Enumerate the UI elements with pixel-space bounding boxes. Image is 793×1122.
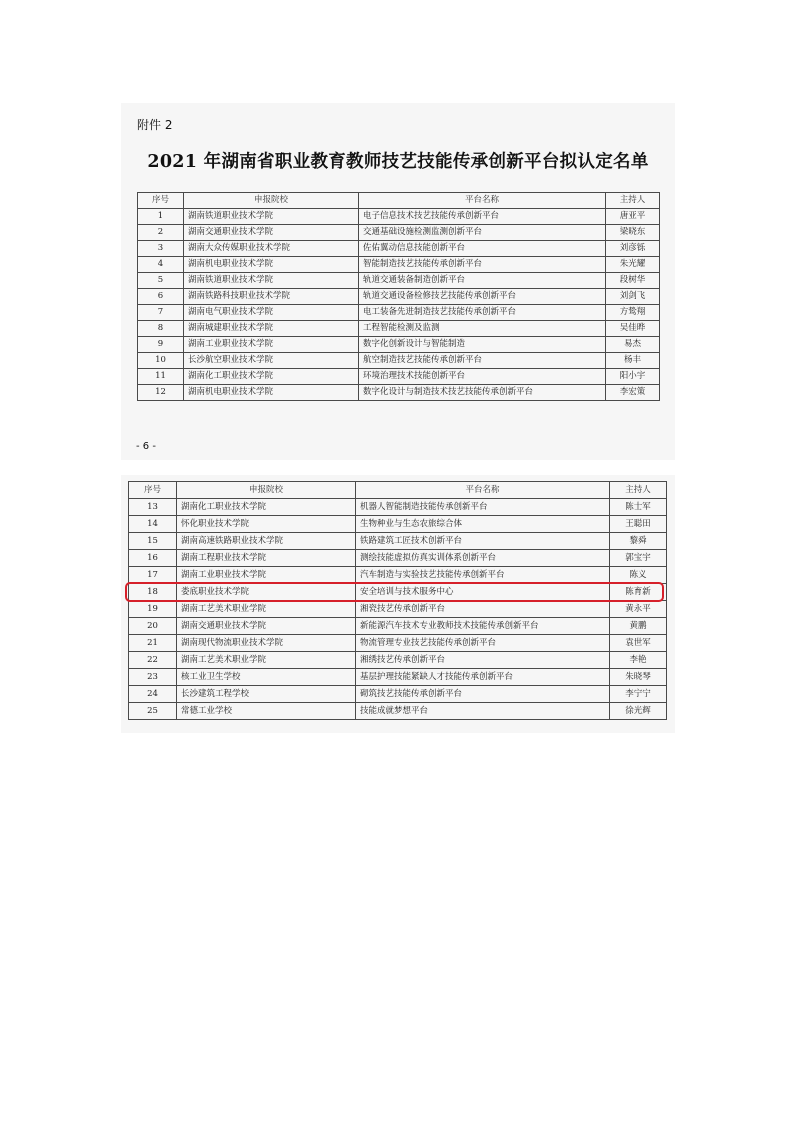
- table-row: [138, 369, 660, 385]
- table-row: [138, 321, 660, 337]
- table-row: [138, 289, 660, 305]
- table-row: [129, 516, 667, 533]
- platform-name: 智能制造技艺技能传承创新平台: [359, 257, 606, 273]
- platform-name: 新能源汽车技术专业教师技术技能传承创新平台: [356, 618, 610, 635]
- host-name: 唐亚平: [606, 209, 660, 225]
- school-name: 湖南交通职业技术学院: [184, 225, 359, 241]
- platform-name: 数字化创新设计与智能制造: [359, 337, 606, 353]
- row-number: 6: [138, 289, 184, 305]
- host-name: 易杰: [606, 337, 660, 353]
- table-row: [129, 635, 667, 652]
- platform-name: 测绘技能虚拟仿真实训体系创新平台: [356, 550, 610, 567]
- platform-name: 安全培训与技术服务中心: [356, 584, 610, 601]
- row-number: 12: [138, 385, 184, 401]
- row-number: 17: [129, 567, 177, 584]
- school-name: 湖南铁路科技职业技术学院: [184, 289, 359, 305]
- host-name: 朱光耀: [606, 257, 660, 273]
- host-name: 杨丰: [606, 353, 660, 369]
- row-number: 25: [129, 703, 177, 720]
- host-name: 梁晓东: [606, 225, 660, 241]
- table-row: [129, 533, 667, 550]
- platform-name: 湘绣技艺传承创新平台: [356, 652, 610, 669]
- header-no: 序号: [129, 482, 177, 499]
- row-number: 4: [138, 257, 184, 273]
- row-number: 21: [129, 635, 177, 652]
- table-row: [129, 499, 667, 516]
- host-name: 刘剑飞: [606, 289, 660, 305]
- platform-name: 佐佑翼动信息技能创新平台: [359, 241, 606, 257]
- host-name: 陈士军: [610, 499, 667, 516]
- platform-name: 基层护理技能紧缺人才技能传承创新平台: [356, 669, 610, 686]
- platform-name: 轨道交通设备检修技艺技能传承创新平台: [359, 289, 606, 305]
- host-name: 黎舜: [610, 533, 667, 550]
- school-name: 湖南电气职业技术学院: [184, 305, 359, 321]
- document-title: 2021 年湖南省职业教育教师技艺技能传承创新平台拟认定名单: [147, 152, 649, 172]
- table-header-row: [129, 482, 667, 499]
- row-number: 16: [129, 550, 177, 567]
- table-row: [138, 337, 660, 353]
- host-name: 袁世军: [610, 635, 667, 652]
- school-name: 湖南工艺美术职业学院: [177, 652, 356, 669]
- host-name: 吴佳晔: [606, 321, 660, 337]
- row-number: 24: [129, 686, 177, 703]
- platform-name: 机器人智能制造技能传承创新平台: [356, 499, 610, 516]
- school-name: 湖南铁道职业技术学院: [184, 209, 359, 225]
- platform-name: 电子信息技术技艺技能传承创新平台: [359, 209, 606, 225]
- table-row: [129, 652, 667, 669]
- school-name: 湖南大众传媒职业技术学院: [184, 241, 359, 257]
- header-no: 序号: [138, 193, 184, 209]
- table-row: [129, 601, 667, 618]
- platform-name: 技能成就梦想平台: [356, 703, 610, 720]
- platform-name: 数字化设计与制造技术技艺技能传承创新平台: [359, 385, 606, 401]
- table-row: [129, 550, 667, 567]
- row-number: 19: [129, 601, 177, 618]
- host-name: 李宁宁: [610, 686, 667, 703]
- table-row: [129, 618, 667, 635]
- host-name: 李宏策: [606, 385, 660, 401]
- table-row: [129, 584, 667, 601]
- school-name: 湖南城建职业技术学院: [184, 321, 359, 337]
- school-name: 核工业卫生学校: [177, 669, 356, 686]
- school-name: 湖南铁道职业技术学院: [184, 273, 359, 289]
- attachment-label: 附件 2: [137, 118, 173, 132]
- school-name: 湖南机电职业技术学院: [184, 257, 359, 273]
- row-number: 15: [129, 533, 177, 550]
- table-row: [129, 567, 667, 584]
- platform-name: 环境治理技术技能创新平台: [359, 369, 606, 385]
- platform-name: 电工装备先进制造技艺技能传承创新平台: [359, 305, 606, 321]
- header-host: 主持人: [606, 193, 660, 209]
- school-name: 湖南工业职业技术学院: [184, 337, 359, 353]
- table-row: [138, 273, 660, 289]
- school-name: 怀化职业技术学院: [177, 516, 356, 533]
- school-name: 湖南化工职业技术学院: [177, 499, 356, 516]
- school-name: 湖南工艺美术职业学院: [177, 601, 356, 618]
- table-row: [138, 385, 660, 401]
- table-row: [138, 209, 660, 225]
- row-number: 1: [138, 209, 184, 225]
- school-name: 湖南工业职业技术学院: [177, 567, 356, 584]
- row-number: 22: [129, 652, 177, 669]
- host-name: 黄永平: [610, 601, 667, 618]
- school-name: 长沙航空职业技术学院: [184, 353, 359, 369]
- school-name: 常德工业学校: [177, 703, 356, 720]
- row-number: 7: [138, 305, 184, 321]
- host-name: 郭宝宇: [610, 550, 667, 567]
- table-row: [138, 241, 660, 257]
- row-number: 14: [129, 516, 177, 533]
- row-number: 8: [138, 321, 184, 337]
- row-number: 13: [129, 499, 177, 516]
- row-number: 11: [138, 369, 184, 385]
- row-number: 10: [138, 353, 184, 369]
- row-number: 2: [138, 225, 184, 241]
- school-name: 湖南机电职业技术学院: [184, 385, 359, 401]
- table-row: [129, 669, 667, 686]
- host-name: 李艳: [610, 652, 667, 669]
- host-name: 陈义: [610, 567, 667, 584]
- row-number: 20: [129, 618, 177, 635]
- host-name: 朱晓琴: [610, 669, 667, 686]
- school-name: 湖南交通职业技术学院: [177, 618, 356, 635]
- header-platform: 平台名称: [356, 482, 610, 499]
- platform-name: 轨道交通装备制造创新平台: [359, 273, 606, 289]
- platform-name: 交通基础设施检测监测创新平台: [359, 225, 606, 241]
- platform-name: 湘瓷技艺传承创新平台: [356, 601, 610, 618]
- row-number: 18: [129, 584, 177, 601]
- host-name: 陈育新: [610, 584, 667, 601]
- row-number: 9: [138, 337, 184, 353]
- school-name: 湖南化工职业技术学院: [184, 369, 359, 385]
- school-name: 湖南高速铁路职业技术学院: [177, 533, 356, 550]
- platform-name: 生物种业与生态农旅综合体: [356, 516, 610, 533]
- table-row: [138, 225, 660, 241]
- host-name: 黄鹏: [610, 618, 667, 635]
- candidate-table-part2: [128, 481, 667, 720]
- table-header-row: [138, 193, 660, 209]
- header-school: 申报院校: [184, 193, 359, 209]
- page-number: - 6 -: [136, 441, 156, 452]
- table-row: [129, 703, 667, 720]
- platform-name: 铁路建筑工匠技术创新平台: [356, 533, 610, 550]
- host-name: 刘彦铄: [606, 241, 660, 257]
- header-platform: 平台名称: [359, 193, 606, 209]
- host-name: 段树华: [606, 273, 660, 289]
- platform-name: 砌筑技艺技能传承创新平台: [356, 686, 610, 703]
- header-host: 主持人: [610, 482, 667, 499]
- platform-name: 工程智能检测及监测: [359, 321, 606, 337]
- host-name: 王聪田: [610, 516, 667, 533]
- row-number: 3: [138, 241, 184, 257]
- table-row: [138, 305, 660, 321]
- platform-name: 物流管理专业技艺技能传承创新平台: [356, 635, 610, 652]
- table-row: [138, 353, 660, 369]
- platform-name: 航空制造技艺技能传承创新平台: [359, 353, 606, 369]
- table-row: [129, 686, 667, 703]
- school-name: 湖南工程职业技术学院: [177, 550, 356, 567]
- table-row: [138, 257, 660, 273]
- candidate-table-part1: [137, 192, 660, 401]
- row-number: 5: [138, 273, 184, 289]
- school-name: 娄底职业技术学院: [177, 584, 356, 601]
- header-school: 申报院校: [177, 482, 356, 499]
- host-name: 方鸷翔: [606, 305, 660, 321]
- host-name: 阳小宇: [606, 369, 660, 385]
- school-name: 湖南现代物流职业技术学院: [177, 635, 356, 652]
- row-number: 23: [129, 669, 177, 686]
- platform-name: 汽车制造与实验技艺技能传承创新平台: [356, 567, 610, 584]
- school-name: 长沙建筑工程学校: [177, 686, 356, 703]
- host-name: 徐光辉: [610, 703, 667, 720]
